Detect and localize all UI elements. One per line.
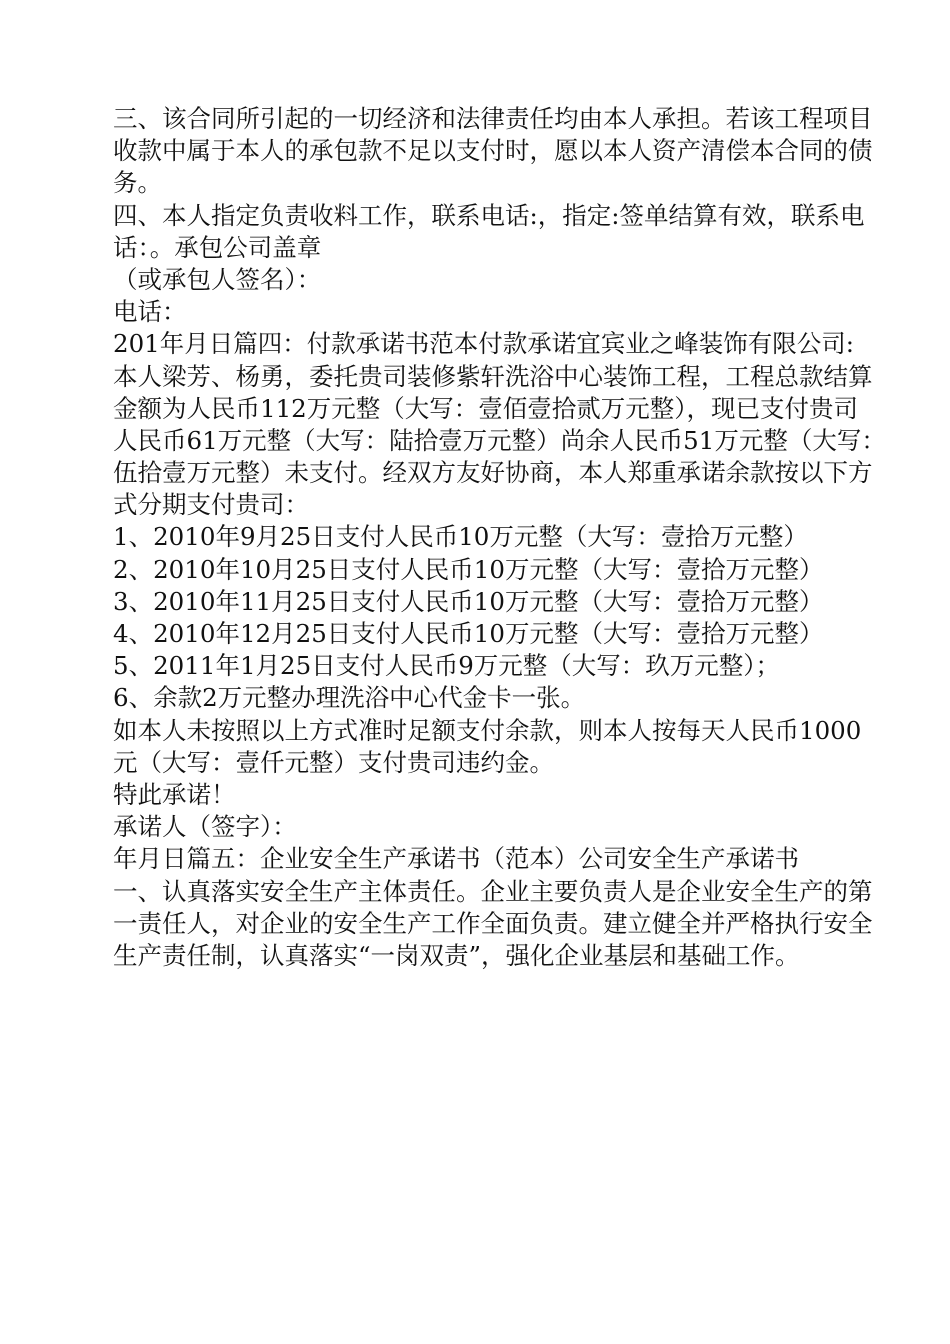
text-line: 6、余款2万元整办理洗浴中心代金卡一张。 <box>113 683 586 713</box>
text-line: 4、2010年12月25日支付人民币10万元整（大写：壹拾万元整） <box>113 619 824 648</box>
text-line: 2、2010年10月25日支付人民币10万元整（大写：壹拾万元整） <box>113 554 824 584</box>
text-line: 一责任人，对企业的安全生产工作全面负责。建立健全并严格执行安全 <box>113 908 873 938</box>
document-page <box>113 103 886 972</box>
text-line: 生产责任制，认真落实“一岗双责”，强化企业基层和基础工作。 <box>113 940 800 970</box>
text-line: 本人梁芳、杨勇，委托贵司装修紫轩洗浴中心装饰工程，工程总款结算 <box>113 361 873 391</box>
text-line: 式分期支付贵司： <box>113 490 309 520</box>
text-line: 收款中属于本人的承包款不足以支付时，愿以本人资产清偿本合同的债 <box>113 136 873 166</box>
text-line: 3、2010年11月25日支付人民币10万元整（大写：壹拾万元整） <box>113 586 824 616</box>
text-line: 特此承诺！ <box>113 779 236 809</box>
text-line: 三、该合同所引起的一切经济和法律责任均由本人承担。若该工程项目 <box>113 104 873 133</box>
text-line: 201年月日篇四：付款承诺书范本付款承诺宜宾业之峰装饰有限公司: <box>113 329 855 359</box>
text-line: 1、2010年9月25日支付人民币10万元整（大写：壹拾万元整） <box>113 522 808 552</box>
text-line: 年月日篇五：企业安全生产承诺书（范本）公司安全生产承诺书 <box>113 844 799 874</box>
text-line: 金额为人民币112万元整（大写：壹佰壹拾贰万元整），现已支付贵司 <box>113 393 859 423</box>
text-line: 电话： <box>113 297 187 327</box>
text-line: 元（大写：壹仟元整）支付贵司违约金。 <box>113 747 554 777</box>
text-line: 伍拾壹万元整）未支付。经双方友好协商，本人郑重承诺余款按以下方 <box>113 458 873 488</box>
text-line: 如本人未按照以上方式准时足额支付余款，则本人按每天人民币1000 <box>113 715 862 745</box>
text-line: （或承包人签名）： <box>113 264 322 294</box>
text-line: 人民币61万元整（大写：陆拾壹万元整）尚余人民币51万元整（大写： <box>113 425 886 455</box>
text-line: 一、认真落实安全生产主体责任。企业主要负责人是企业安全生产的第 <box>113 876 873 906</box>
text-line: 承诺人（签字）： <box>113 812 297 842</box>
text-line: 话：。承包公司盖章 <box>113 232 322 262</box>
text-line: 务。 <box>113 168 162 198</box>
text-line: 四、本人指定负责收料工作，联系电话:，指定:签单结算有效，联系电 <box>113 200 865 230</box>
text-line: 5、2011年1月25日支付人民币9万元整（大写：玖万元整）； <box>113 651 781 681</box>
